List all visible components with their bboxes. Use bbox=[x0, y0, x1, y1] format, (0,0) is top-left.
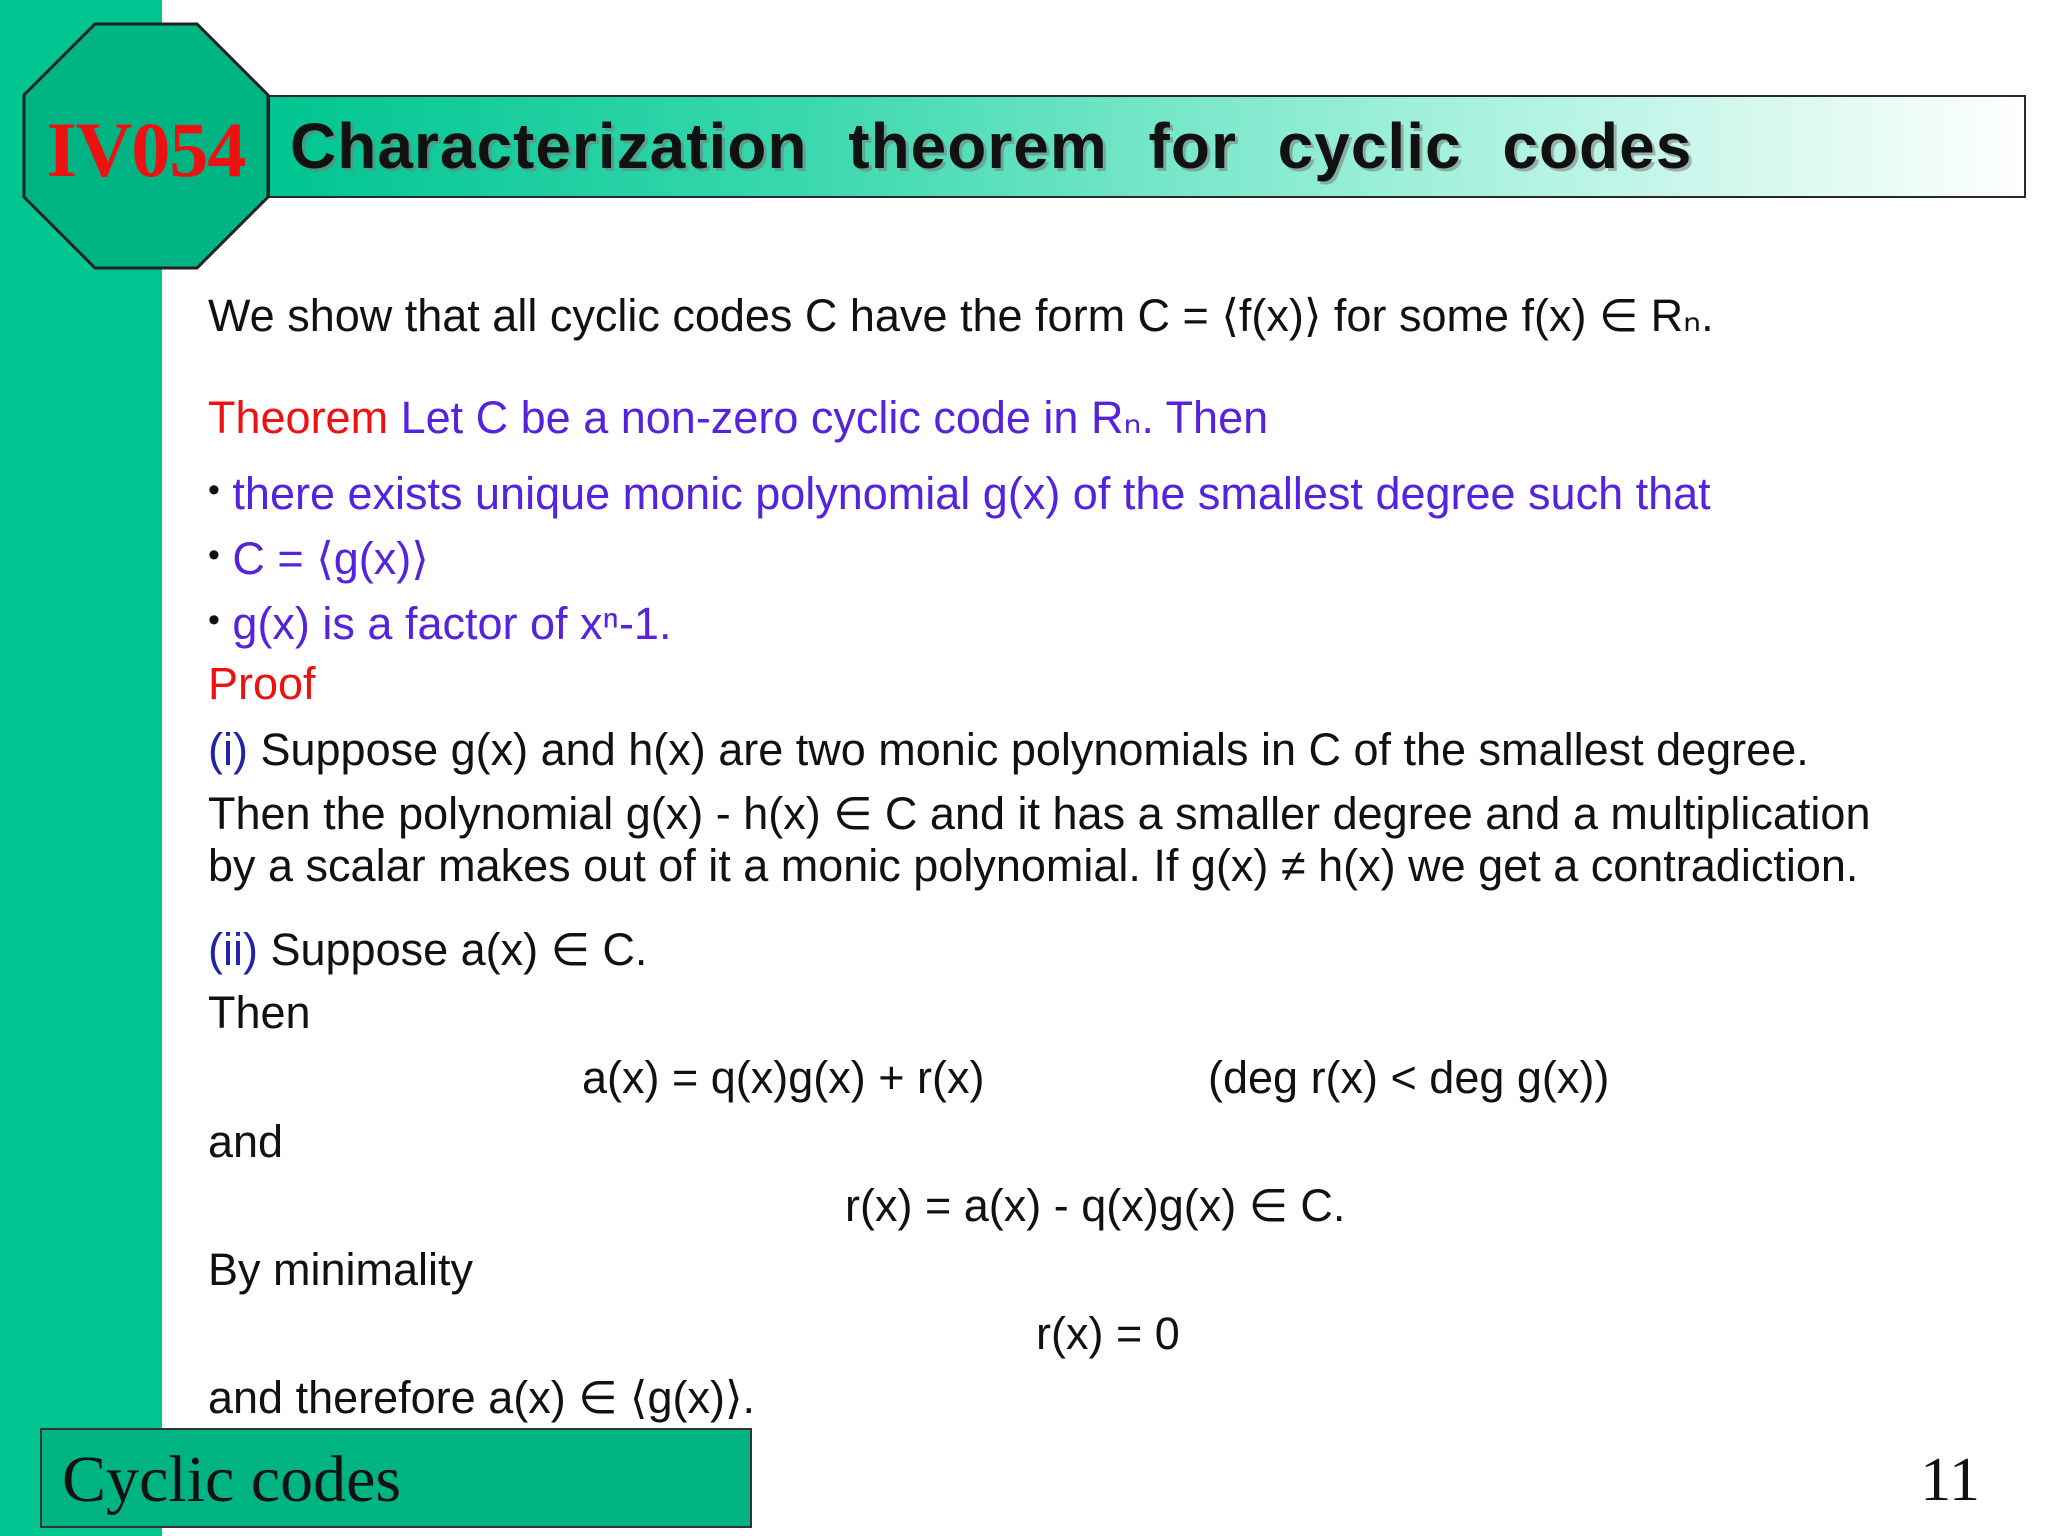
proof-part-1-line-2: Then the polynomial g(x) - h(x) ∈ C and it has a smaller degree and a multiplication bbox=[208, 788, 1871, 839]
equation-zero-remainder: r(x) = 0 bbox=[1036, 1308, 1180, 1359]
intro-text: We show that all cyclic codes C have the form C = ⟨f(x)⟩ for some f(x) ∈ Rₙ. bbox=[208, 290, 1714, 341]
slide-title: Characterization theorem for cyclic codes bbox=[290, 110, 1693, 182]
bullet-mark: • bbox=[208, 601, 220, 639]
bullet-item bbox=[208, 462, 1711, 522]
and-text: and bbox=[208, 1116, 284, 1167]
theorem-line bbox=[208, 390, 1268, 446]
equation-division: a(x) = q(x)g(x) + r(x) bbox=[582, 1052, 985, 1103]
course-code: IV054 bbox=[46, 106, 246, 193]
equation-degree-condition: (deg r(x) < deg g(x)) bbox=[1208, 1052, 1610, 1103]
then-text: Then bbox=[208, 987, 311, 1038]
bullet-item bbox=[208, 527, 429, 587]
proof-label: Proof bbox=[208, 658, 316, 709]
proof-part-2-line-1 bbox=[208, 922, 647, 978]
proof-part-1-line-1 bbox=[208, 722, 1809, 778]
theorem-label: Theorem bbox=[208, 392, 389, 443]
part-2-label: (ii) bbox=[208, 924, 258, 975]
part-2-text: Suppose a(x) ∈ C. bbox=[270, 924, 648, 975]
part-1-text: Suppose g(x) and h(x) are two monic polynomials in C of the smallest degree. bbox=[260, 724, 1809, 775]
by-minimality-text: By minimality bbox=[208, 1244, 474, 1295]
theorem-statement: Let C be a non-zero cyclic code in Rₙ. Then bbox=[400, 392, 1269, 443]
footer-title: Cyclic codes bbox=[62, 1443, 402, 1516]
bullet-text: there exists unique monic polynomial g(x) of the smallest degree such that bbox=[232, 468, 1711, 519]
part-1-label: (i) bbox=[208, 724, 248, 775]
conclusion-text: and therefore a(x) ∈ ⟨g(x)⟩. bbox=[208, 1372, 756, 1423]
bullet-mark: • bbox=[208, 536, 220, 574]
page-number: 11 bbox=[1920, 1446, 1980, 1514]
proof-part-1-line-3: by a scalar makes out of it a monic polynomial. If g(x) ≠ h(x) we get a contradiction. bbox=[208, 840, 1859, 891]
bullet-text: C = ⟨g(x)⟩ bbox=[232, 533, 429, 584]
bullet-item bbox=[208, 592, 671, 652]
bullet-text: g(x) is a factor of xⁿ-1. bbox=[232, 598, 672, 649]
equation-remainder: r(x) = a(x) - q(x)g(x) ∈ C. bbox=[845, 1180, 1346, 1231]
bullet-mark: • bbox=[208, 471, 220, 509]
